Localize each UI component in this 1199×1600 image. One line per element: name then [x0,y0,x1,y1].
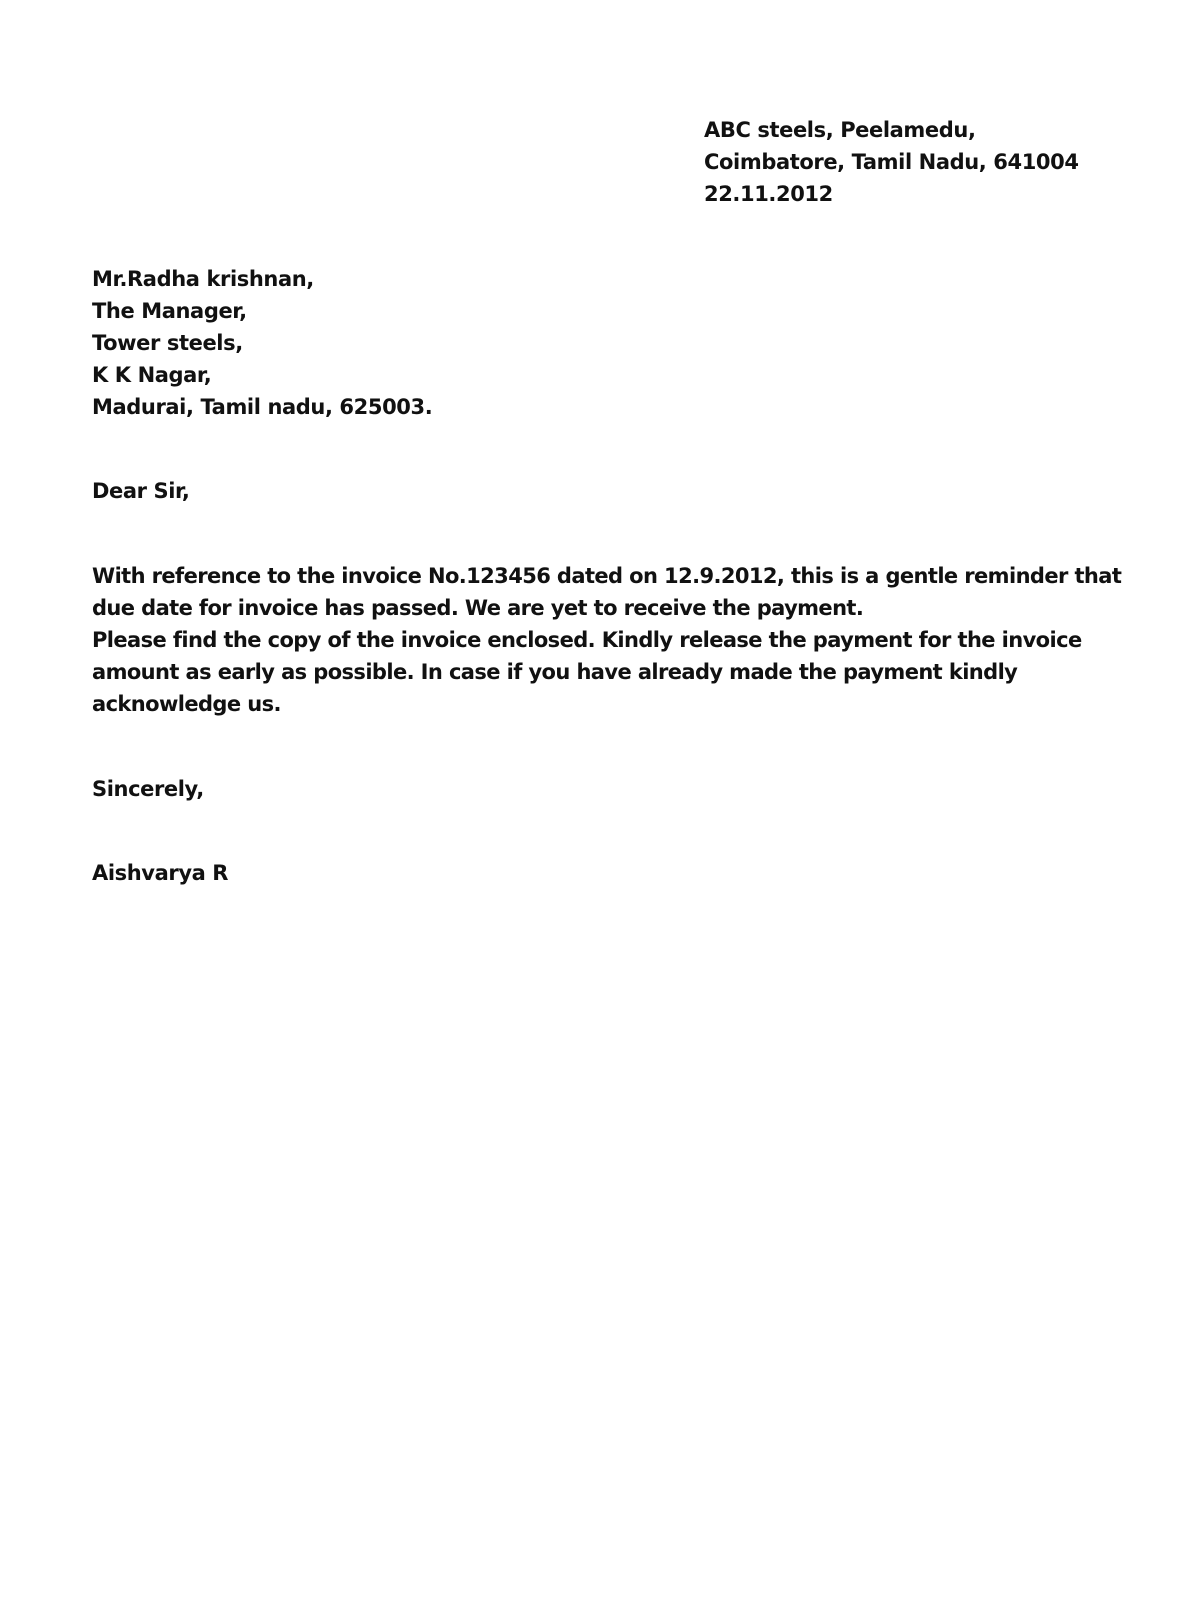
recipient-title: The Manager, [92,299,247,323]
salutation: Dear Sir, [92,479,190,503]
sender-address-line-2: Coimbatore, Tamil Nadu, 641004 [704,150,1079,174]
letter-body [92,560,1121,720]
sender-address-block [704,114,1079,210]
body-line: Please find the copy of the invoice enclosed. Kindly release the payment for the invoice [92,628,1082,652]
signature-name: Aishvarya R [92,861,229,885]
body-line: With reference to the invoice No.123456 dated on 12.9.2012, this is a gentle reminder that [92,564,1122,588]
body-line: due date for invoice has passed. We are yet to receive the payment. [92,596,864,620]
recipient-area: K K Nagar, [92,363,212,387]
sender-address-line-1: ABC steels, Peelamedu, [704,118,976,142]
recipient-company: Tower steels, [92,331,243,355]
letter-date: 22.11.2012 [704,182,833,206]
closing: Sincerely, [92,777,204,801]
recipient-city: Madurai, Tamil nadu, 625003. [92,395,433,419]
body-line: amount as early as possible. In case if you have already made the payment kindly [92,660,1018,684]
recipient-address-block [92,263,432,423]
body-line: acknowledge us. [92,692,281,716]
recipient-name: Mr.Radha krishnan, [92,267,314,291]
